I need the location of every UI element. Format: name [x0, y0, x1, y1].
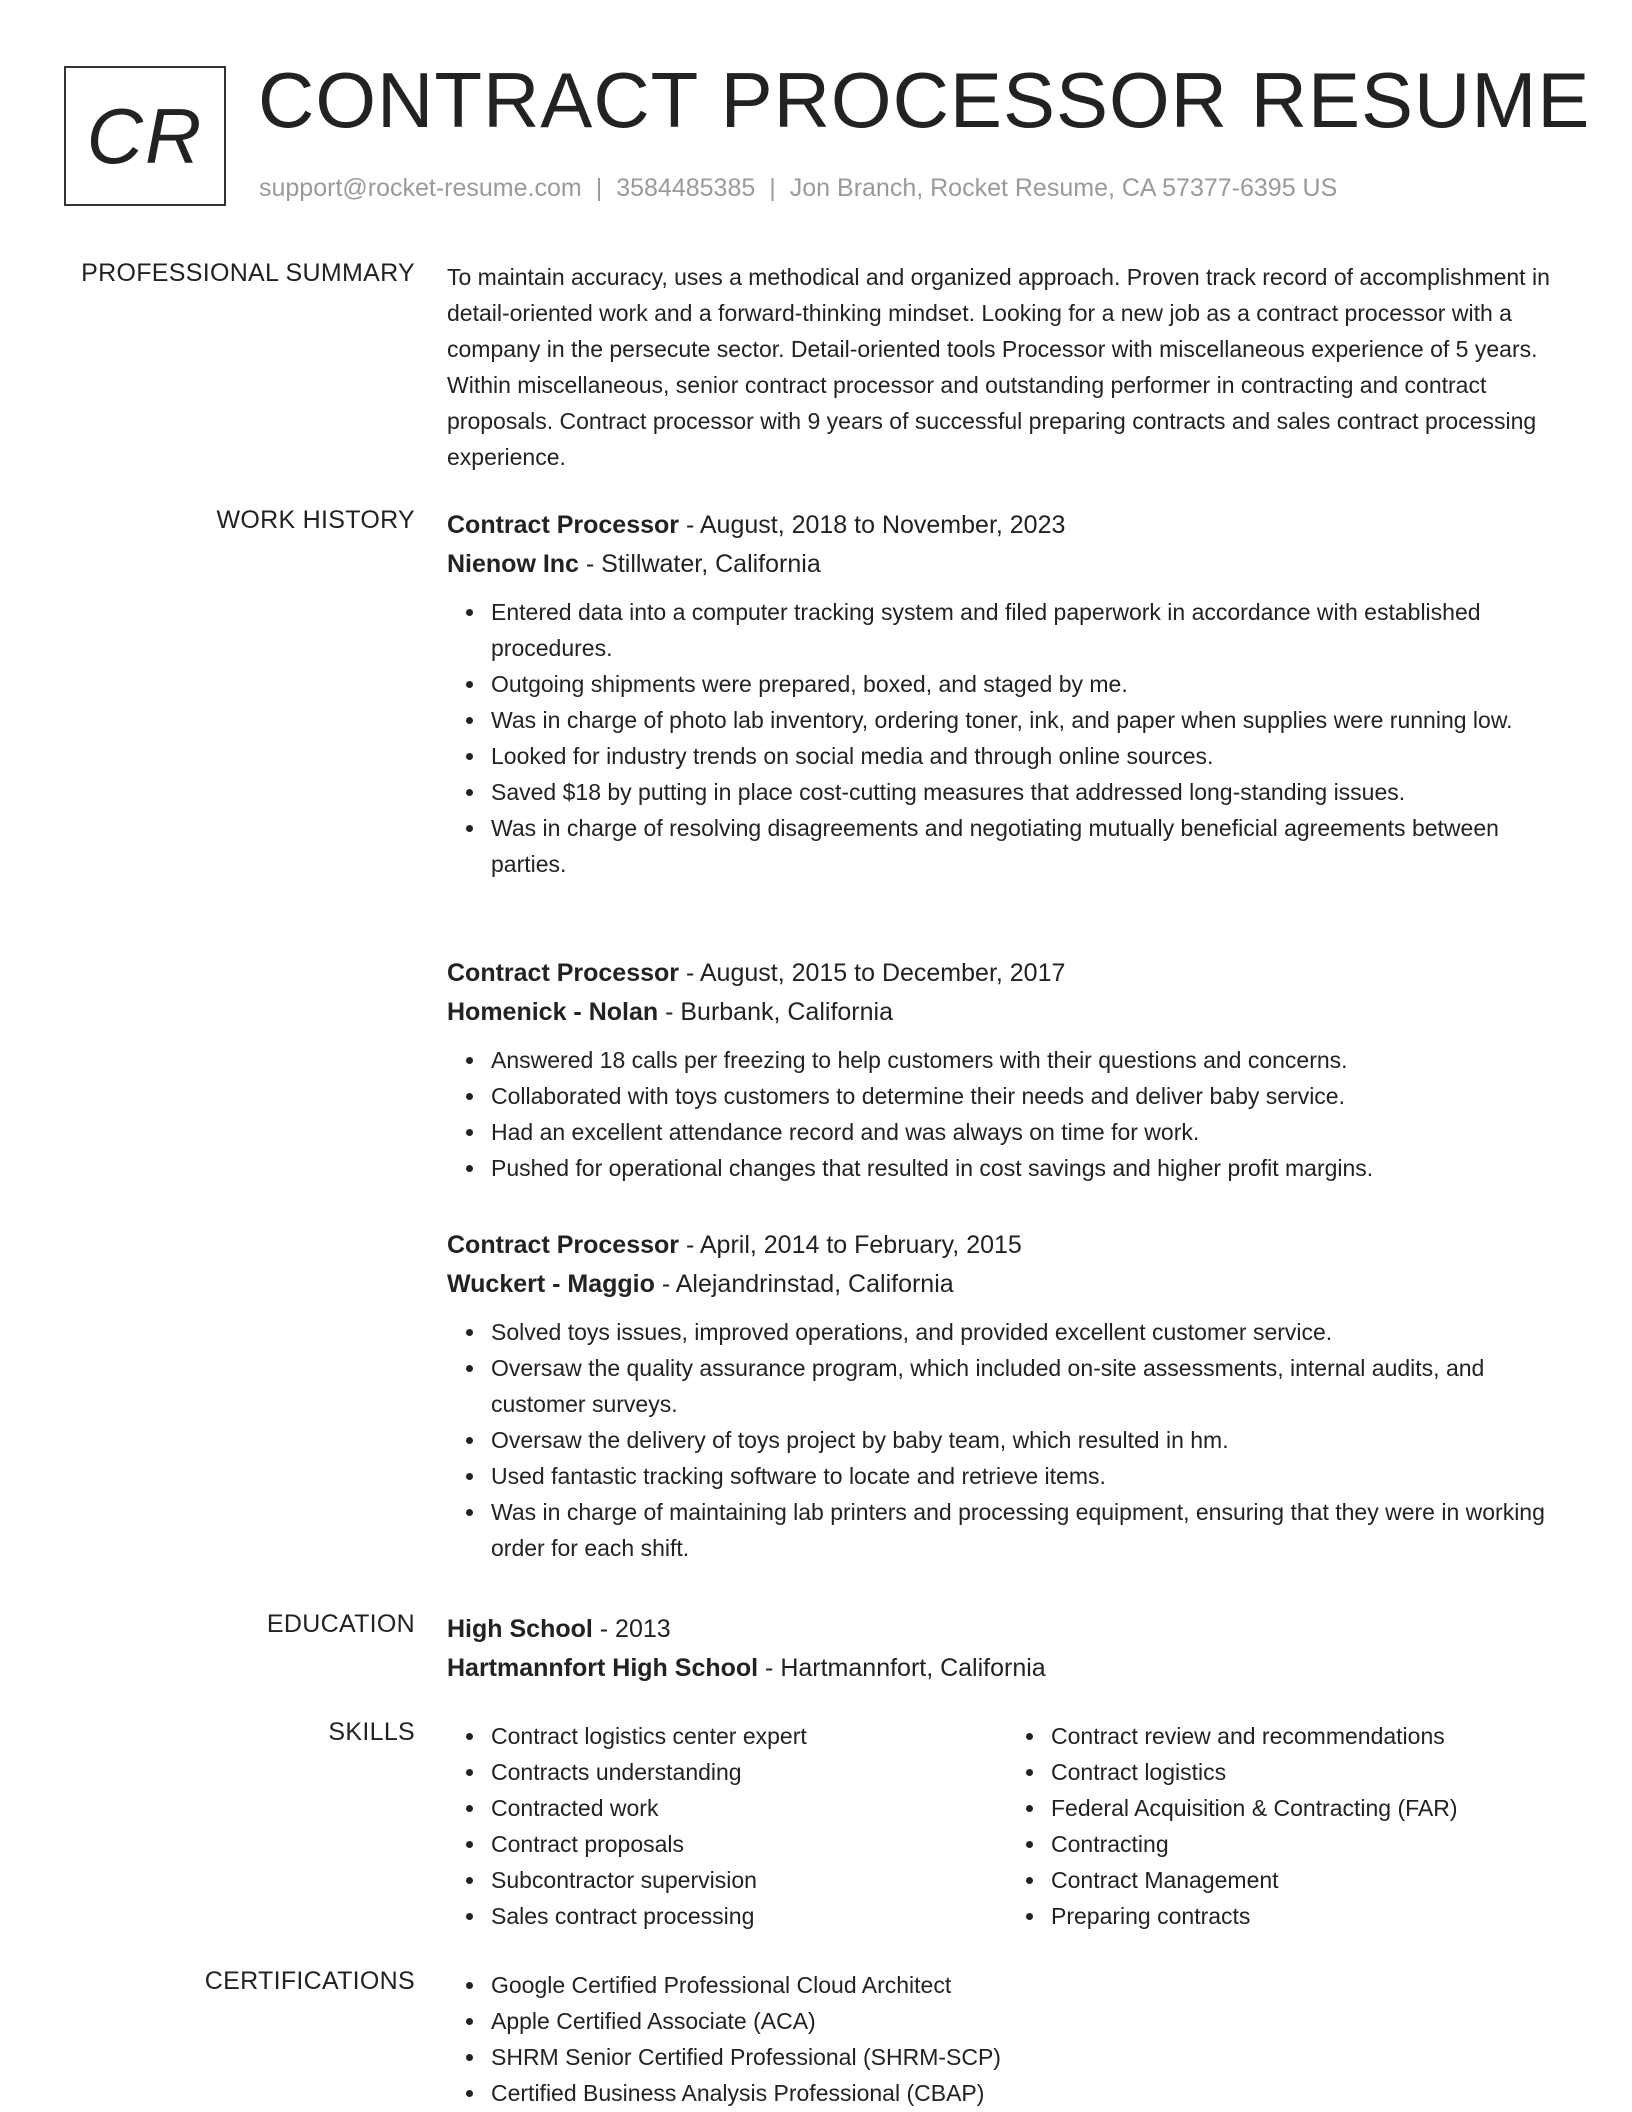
- education-body: [447, 1610, 1567, 1688]
- job-dates: - August, 2018 to November, 2023: [679, 511, 1066, 539]
- job-entry: [447, 1226, 1567, 1566]
- list-item: Contract Management: [1051, 1862, 1567, 1898]
- job-bullets: [447, 594, 1567, 882]
- section-label-certifications: CERTIFICATIONS: [204, 1967, 415, 1995]
- section-label-skills: SKILLS: [328, 1718, 415, 1746]
- summary-body: [447, 259, 1567, 475]
- skills-columns: [447, 1718, 1567, 1934]
- education-degree-line: [447, 1610, 1567, 1649]
- certifications-body: [447, 1967, 1567, 2111]
- contact-phone: 3584485385: [616, 174, 756, 202]
- job-title-line: [447, 506, 1567, 545]
- education-school-line: [447, 1649, 1567, 1688]
- contact-separator: |: [769, 174, 776, 202]
- skills-list-right: [1007, 1718, 1567, 1934]
- job-dates: - April, 2014 to February, 2015: [679, 1231, 1022, 1259]
- list-item: SHRM Senior Certified Professional (SHRM-SCP): [491, 2039, 1567, 2075]
- job-title-line: [447, 954, 1567, 993]
- list-item: Entered data into a computer tracking system and filed paperwork in accordance with established procedures.: [491, 594, 1567, 666]
- list-item: Pushed for operational changes that resulted in cost savings and higher profit margins.: [491, 1150, 1567, 1186]
- section-label-summary: PROFESSIONAL SUMMARY: [81, 259, 415, 287]
- job-title: Contract Processor: [447, 1231, 680, 1259]
- skills-body: [447, 1718, 1567, 1934]
- section-label-work-history: WORK HISTORY: [216, 506, 415, 534]
- skills-list-left: [447, 1718, 1007, 1934]
- list-item: Certified Business Analysis Professional (CBAP): [491, 2075, 1567, 2111]
- contact-line: [259, 174, 1337, 203]
- list-item: Contract proposals: [491, 1826, 1007, 1862]
- section-label-education: EDUCATION: [266, 1610, 415, 1638]
- list-item: Outgoing shipments were prepared, boxed, and staged by me.: [491, 666, 1567, 702]
- contact-email: support@rocket-resume.com: [259, 174, 582, 202]
- list-item: Was in charge of resolving disagreements and negotiating mutually beneficial agreements between parties.: [491, 810, 1567, 882]
- list-item: Was in charge of maintaining lab printers and processing equipment, ensuring that they were in working order for each shift.: [491, 1494, 1567, 1566]
- job-company: Wuckert - Maggio: [447, 1270, 655, 1298]
- job-company-line: [447, 545, 1567, 584]
- education-degree: High School: [447, 1615, 593, 1643]
- list-item: Saved $18 by putting in place cost-cutting measures that addressed long-standing issues.: [491, 774, 1567, 810]
- education-school: Hartmannfort High School: [447, 1654, 759, 1682]
- job-bullets: [447, 1314, 1567, 1566]
- list-item: Contract review and recommendations: [1051, 1718, 1567, 1754]
- list-item: Preparing contracts: [1051, 1898, 1567, 1934]
- job-location: - Burbank, California: [658, 998, 893, 1026]
- job-title: Contract Processor: [447, 511, 680, 539]
- list-item: Oversaw the quality assurance program, which included on-site assessments, internal audits, and customer surveys.: [491, 1350, 1567, 1422]
- list-item: Federal Acquisition & Contracting (FAR): [1051, 1790, 1567, 1826]
- job-company: Nienow Inc: [447, 550, 579, 578]
- job-entry: [447, 506, 1567, 882]
- job-title: Contract Processor: [447, 959, 680, 987]
- job-title-line: [447, 1226, 1567, 1265]
- monogram-logo: CR: [64, 66, 226, 206]
- list-item: Apple Certified Associate (ACA): [491, 2003, 1567, 2039]
- education-year: - 2013: [592, 1615, 671, 1643]
- page-title: CONTRACT PROCESSOR RESUME: [258, 56, 1591, 144]
- list-item: Answered 18 calls per freezing to help customers with their questions and concerns.: [491, 1042, 1567, 1078]
- list-item: Solved toys issues, improved operations, and provided excellent customer service.: [491, 1314, 1567, 1350]
- work-history-body: [447, 506, 1567, 882]
- list-item: Looked for industry trends on social media and through online sources.: [491, 738, 1567, 774]
- list-item: Contract logistics center expert: [491, 1718, 1007, 1754]
- list-item: Collaborated with toys customers to determine their needs and deliver baby service.: [491, 1078, 1567, 1114]
- job-company-line: [447, 993, 1567, 1032]
- job-location: - Alejandrinstad, California: [654, 1270, 954, 1298]
- job-location: - Stillwater, California: [578, 550, 821, 578]
- summary-text: To maintain accuracy, uses a methodical and organized approach. Proven track record of accomplishment in detail-oriented work and a forward-thinking mindset. Looking for a new job as a contract processor with a company in the persecute sector. Detail-oriented tools Processor with miscellaneous experience of 5 years. Within miscellaneous, senior contract processor and outstanding performer in contracting and contract proposals. Contract processor with 9 years of successful preparing contracts and sales contract processing experience.: [447, 264, 1550, 470]
- list-item: Had an excellent attendance record and was always on time for work.: [491, 1114, 1567, 1150]
- list-item: Google Certified Professional Cloud Architect: [491, 1967, 1567, 2003]
- work-history-body: [447, 954, 1567, 1186]
- list-item: Contracts understanding: [491, 1754, 1007, 1790]
- certifications-list: [447, 1967, 1567, 2111]
- job-bullets: [447, 1042, 1567, 1186]
- list-item: Sales contract processing: [491, 1898, 1007, 1934]
- work-history-body: [447, 1226, 1567, 1566]
- job-company-line: [447, 1265, 1567, 1304]
- job-dates: - August, 2015 to December, 2017: [679, 959, 1066, 987]
- list-item: Contracting: [1051, 1826, 1567, 1862]
- list-item: Was in charge of photo lab inventory, ordering toner, ink, and paper when supplies were running low.: [491, 702, 1567, 738]
- contact-address: Jon Branch, Rocket Resume, CA 57377-6395 US: [789, 174, 1338, 202]
- education-location: - Hartmannfort, California: [758, 1654, 1046, 1682]
- list-item: Contracted work: [491, 1790, 1007, 1826]
- job-entry: [447, 954, 1567, 1186]
- contact-separator: |: [595, 174, 603, 202]
- list-item: Oversaw the delivery of toys project by baby team, which resulted in hm.: [491, 1422, 1567, 1458]
- list-item: Subcontractor supervision: [491, 1862, 1007, 1898]
- list-item: Used fantastic tracking software to locate and retrieve items.: [491, 1458, 1567, 1494]
- job-company: Homenick - Nolan: [447, 998, 659, 1026]
- list-item: Contract logistics: [1051, 1754, 1567, 1790]
